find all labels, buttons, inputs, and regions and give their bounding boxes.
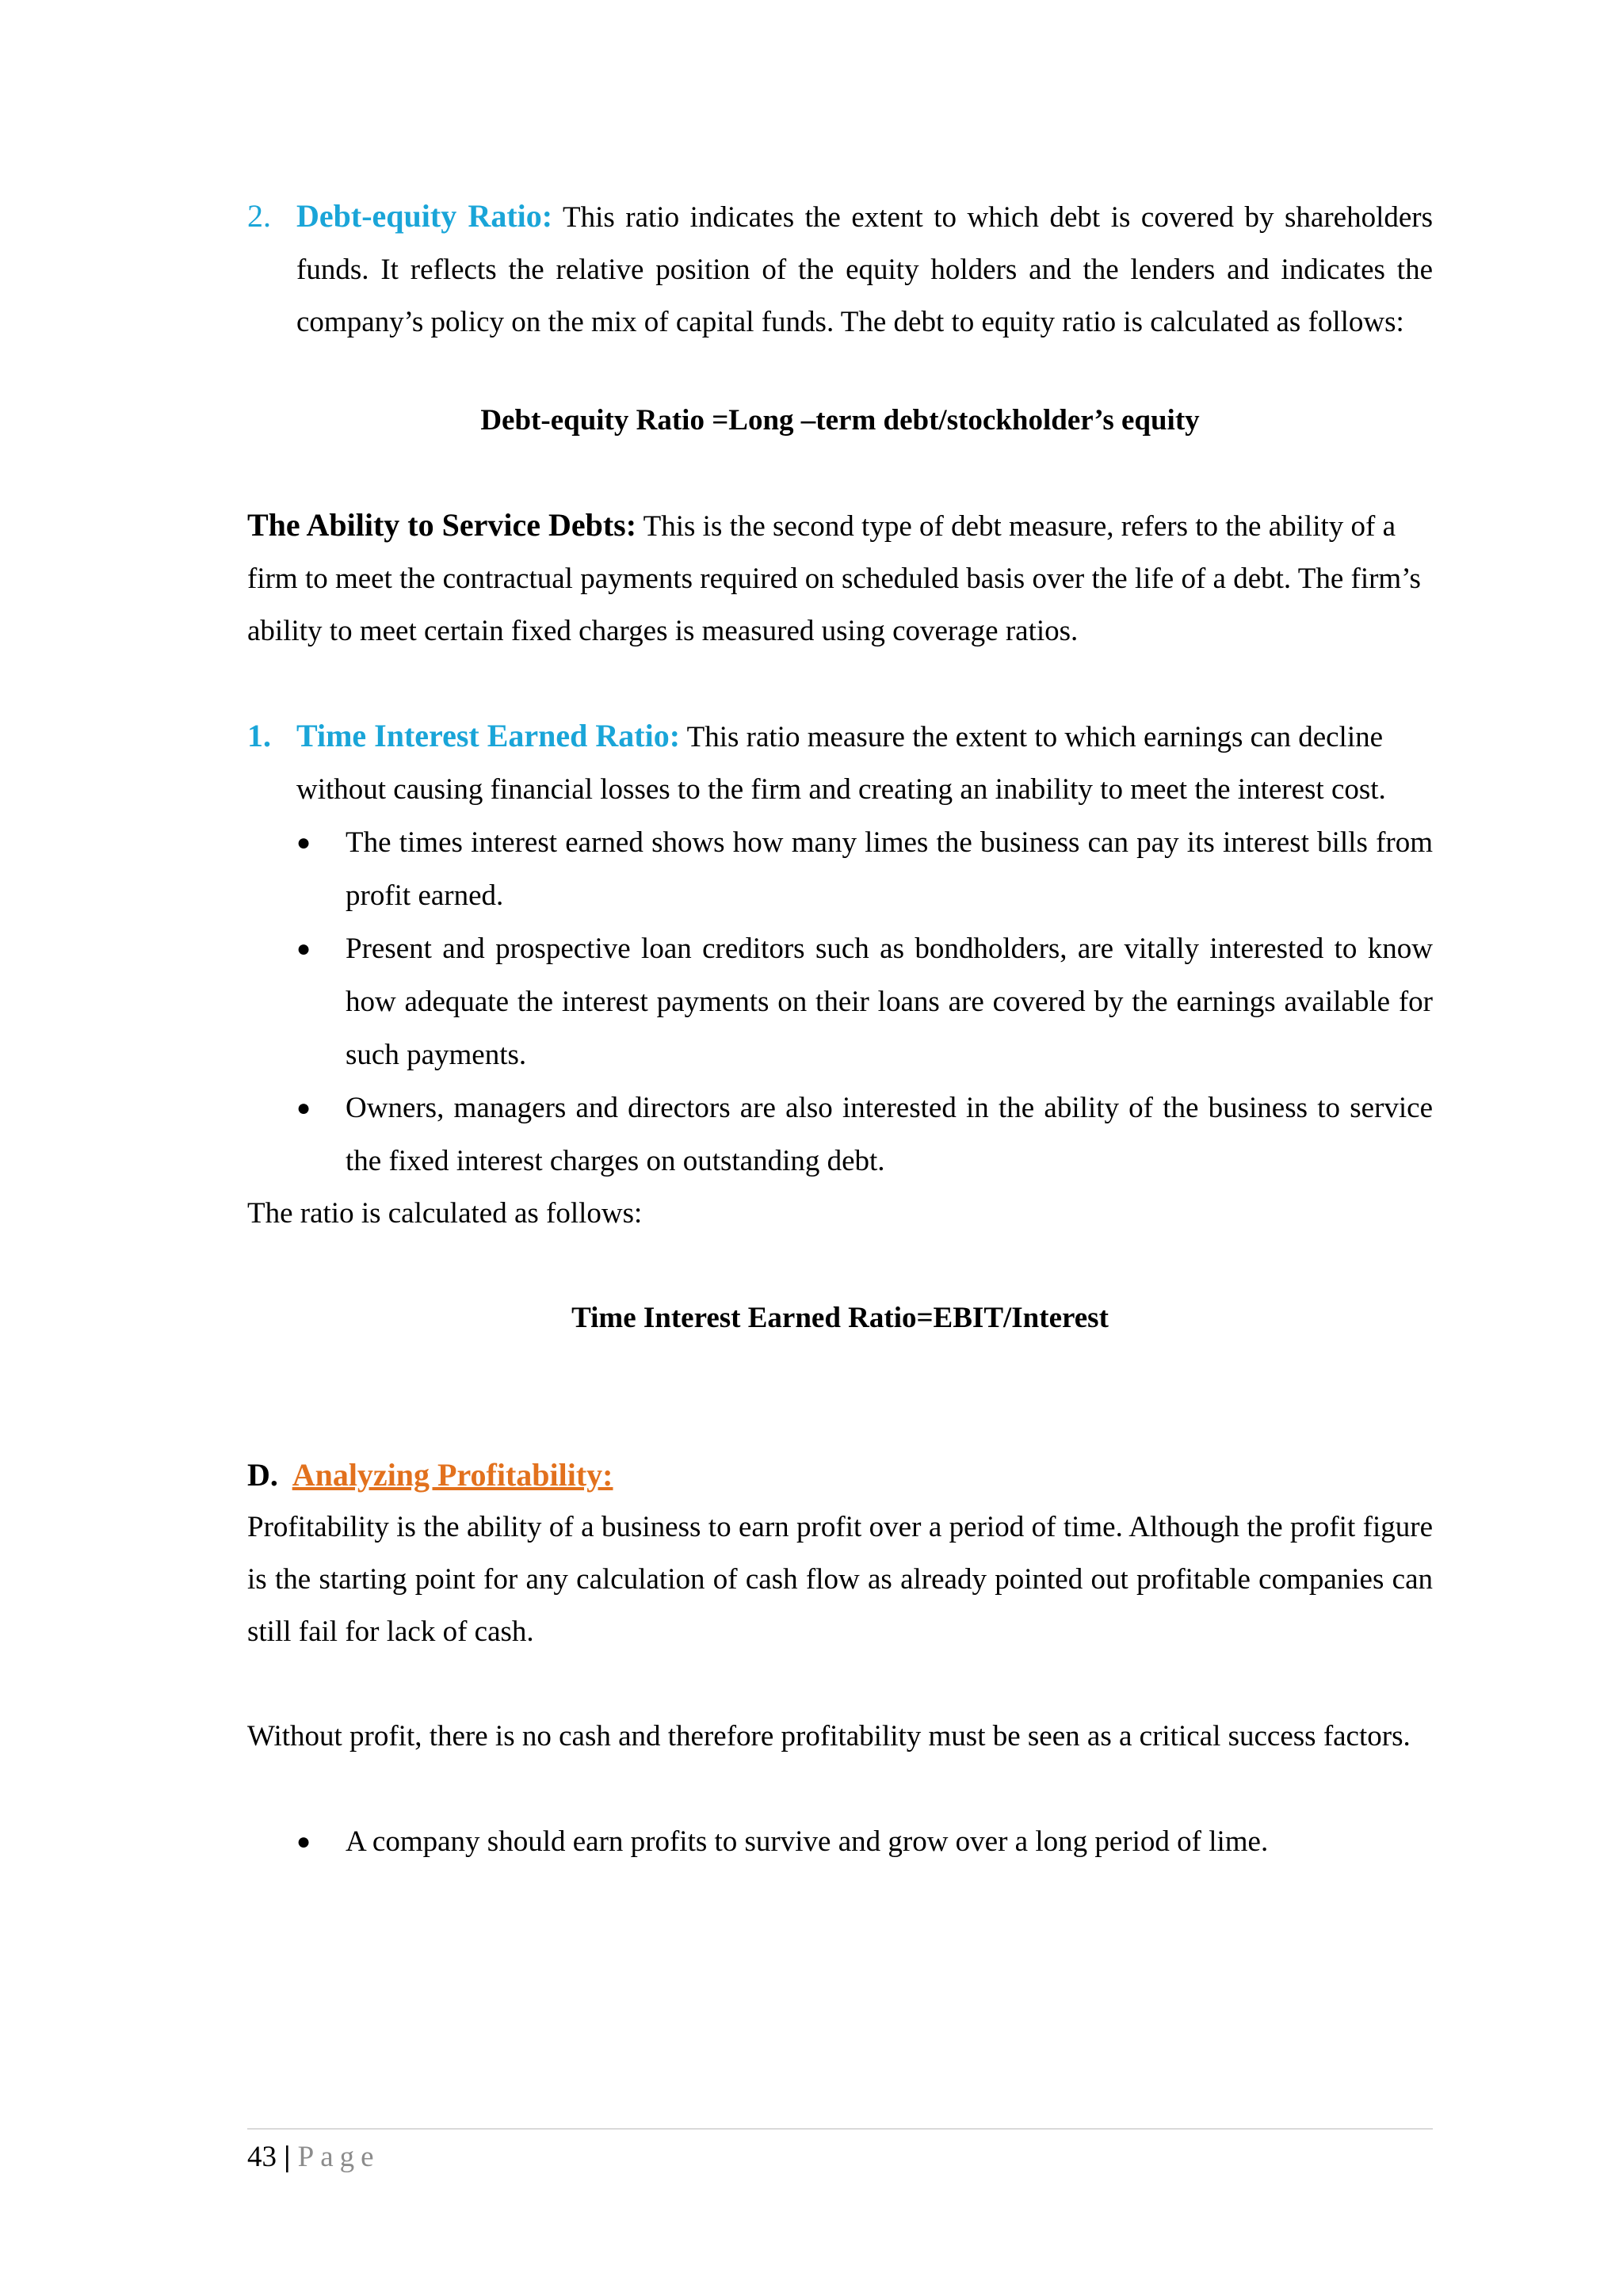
debt-equity-text: This ratio indicates the extent to which debt is covered by shareholders funds. It reflects the relative position of the equity holders and the lenders and indicates the company’s policy on the mix of capital funds. The debt to equity ratio is calculated as follows: bbox=[296, 201, 1433, 338]
footer-separator: | bbox=[284, 2141, 291, 2173]
profitability-paragraph-2: Without profit, there is no cash and therefore profitability must be seen as a critical success factors. bbox=[247, 1720, 1411, 1753]
list-item: ● A company should earn profits to survive and grow over a long period of lime. bbox=[296, 1815, 1433, 1868]
tie-formula: Time Interest Earned Ratio=EBIT/Interest bbox=[571, 1302, 1109, 1334]
tie-bullet-list bbox=[247, 816, 1433, 1188]
profitability-heading: Analyzing Profitability: bbox=[292, 1457, 613, 1493]
tie-heading: Time Interest Earned Ratio: bbox=[296, 718, 681, 753]
bullet-icon: ● bbox=[296, 1095, 311, 1121]
bullet-icon: ● bbox=[296, 830, 311, 856]
list-item: ● Present and prospective loan creditors such as bondholders, are vitally interested to know how adequate the interest payments on their loans are covered by the earnings available for such payments. bbox=[296, 922, 1433, 1081]
page-number: 43 bbox=[247, 2141, 277, 2173]
profitability-section-heading bbox=[247, 1449, 1433, 1501]
profitability-paragraph-1: Profitability is the ability of a business to earn profit over a period of time. Although the profit figure is the starting point for any calculation of cash flow as already pointed out profitable companies can still fail for lack of cash. bbox=[247, 1511, 1433, 1648]
tie-item bbox=[247, 710, 1433, 816]
service-debts-text: This is the second type of debt measure, refers to the ability of a firm to meet the contractual payments required on scheduled basis over the life of a debt. The firm’s ability to meet certain fixed charges is measured using coverage ratios. bbox=[247, 510, 1421, 647]
section-letter: D. bbox=[247, 1457, 278, 1493]
bullet-icon: ● bbox=[296, 936, 311, 962]
profitability-bullet-list bbox=[247, 1815, 1433, 1868]
list-item: ● The times interest earned shows how many limes the business can pay its interest bills from profit earned. bbox=[296, 816, 1433, 922]
page-label: Page bbox=[297, 2141, 380, 2173]
item-number: 2. bbox=[247, 198, 271, 234]
item-number: 1. bbox=[247, 718, 271, 753]
document-page bbox=[247, 190, 1433, 1868]
tie-text: This ratio measure the extent to which earnings can decline without causing financial losses to the firm and creating an inability to meet the interest cost. bbox=[296, 721, 1386, 806]
tie-calc-intro: The ratio is calculated as follows: bbox=[247, 1197, 643, 1230]
service-debts-paragraph bbox=[247, 499, 1433, 658]
list-item: ● Owners, managers and directors are also interested in the ability of the business to service the fixed interest charges on outstanding debt. bbox=[296, 1081, 1433, 1188]
debt-equity-formula: Debt-equity Ratio =Long –term debt/stockholder’s equity bbox=[480, 404, 1200, 437]
page-footer bbox=[247, 2128, 1433, 2180]
debt-equity-heading: Debt-equity Ratio: bbox=[296, 198, 553, 234]
service-debts-heading: The Ability to Service Debts: bbox=[247, 507, 637, 543]
bullet-icon: ● bbox=[296, 1829, 311, 1855]
debt-equity-item bbox=[247, 190, 1433, 349]
